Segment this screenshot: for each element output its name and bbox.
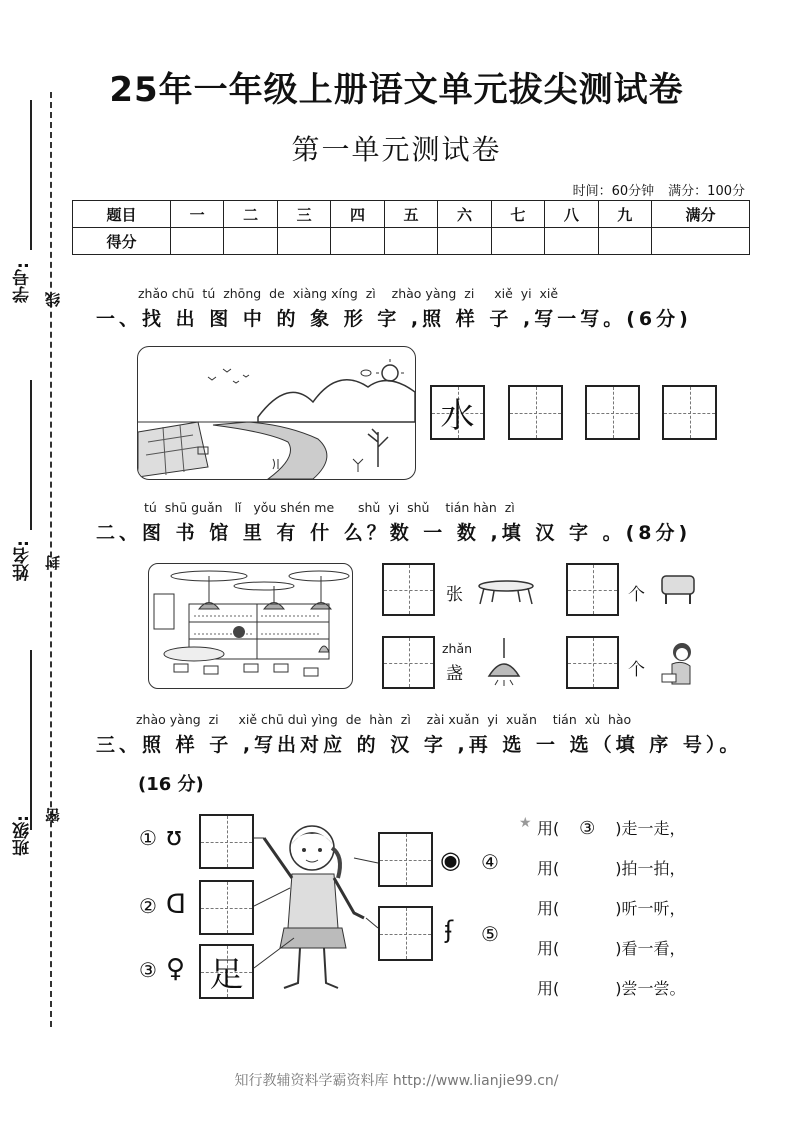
name-label: 姓名:: [13, 540, 33, 581]
q3-answer-box-1[interactable]: [199, 814, 254, 869]
q3-answer-box-2[interactable]: [199, 880, 254, 935]
q1-answer-box[interactable]: [508, 385, 563, 440]
girl-illustration: [254, 818, 382, 998]
student-id-line: [30, 100, 32, 250]
q2-answer-box-lamps[interactable]: [382, 636, 435, 689]
q3-option-2: [537, 856, 686, 879]
table-icon: [476, 578, 536, 606]
q3-option-pre: 用(: [537, 899, 560, 918]
hand-glyph-icon: ʄ: [445, 916, 454, 944]
student-id-label: 学号:: [13, 262, 33, 303]
q3-option-1: [537, 816, 686, 839]
score-header-cell: 九: [598, 201, 651, 228]
q3-option-3: [537, 896, 686, 919]
q3-example-answer: 足: [209, 955, 244, 995]
q1-prompt: 一、找 出 图 中 的 象 形 字 ,照 样 子 ,写一写。(6分): [96, 308, 692, 330]
score-input-cell[interactable]: [331, 228, 384, 255]
score-input-cell[interactable]: [652, 228, 750, 255]
q1-pinyin: zhǎo chū tú zhōng de xiàng xíng zì zhào yàng zi xiě yi xiě: [138, 286, 559, 301]
score-input-cell[interactable]: [545, 228, 598, 255]
q3-pinyin: zhào yàng zi xiě chū duì yìng de hàn zì zài xuǎn yi xuǎn tián xù hào: [136, 712, 632, 727]
binding-seal-char: 封: [44, 555, 62, 570]
q2-answer-box-tables[interactable]: [382, 563, 435, 616]
q1-answer-box[interactable]: [585, 385, 640, 440]
mouth-glyph-icon: ʊ: [166, 822, 183, 852]
eye-glyph-icon: ◉: [440, 846, 461, 874]
score-input-cell[interactable]: [491, 228, 544, 255]
score-table-header-row: [73, 201, 750, 228]
ear-glyph-icon: ᗡ: [166, 890, 186, 920]
q3-option-post: )看一看，: [615, 939, 686, 958]
score-header-cell: 满分: [652, 201, 750, 228]
name-line: [30, 380, 32, 530]
score-header-cell: 二: [224, 201, 277, 228]
q3-option-post: )拍一拍，: [615, 859, 686, 878]
q3-prompt: 三、照 样 子 ,写出对应 的 汉 字 ,再 选 一 选（填 序 号）。: [96, 734, 743, 756]
q3-points: (16 分): [138, 774, 204, 795]
score-row-label: 得分: [73, 228, 171, 255]
score-table-score-row: [73, 228, 750, 255]
score-table: [72, 200, 750, 255]
full-score: 满分：100分: [668, 184, 745, 199]
score-header-cell: 五: [384, 201, 437, 228]
q2-library-picture: [148, 563, 353, 689]
q3-option-post: )听一听，: [615, 899, 686, 918]
q1-answer-box[interactable]: [662, 385, 717, 440]
q3-answer-box-4[interactable]: [378, 832, 433, 887]
binding-line-char: 线: [44, 292, 62, 307]
q2-pinyin: tú shū guǎn lǐ yǒu shén me shǔ yi shǔ tián hàn zì: [144, 500, 515, 515]
q3-option-pre: 用(: [537, 979, 560, 998]
q1-example-box: [430, 385, 485, 440]
binding-secret-char: 密: [44, 808, 62, 823]
score-header-cell: 三: [277, 201, 330, 228]
q3-option-pre: 用(: [537, 859, 560, 878]
score-header-cell: 八: [545, 201, 598, 228]
time-limit: 时间：60分钟: [572, 184, 655, 199]
q3-item-5-number: ⑤: [481, 922, 499, 946]
q3-item-3-number: ③: [139, 958, 157, 982]
library-illustration: [149, 564, 352, 688]
score-input-cell[interactable]: [438, 228, 491, 255]
page-subtitle: 第一单元测试卷: [291, 133, 502, 166]
q1-landscape-picture: [137, 346, 416, 480]
q2-answer-box-stools[interactable]: [566, 563, 619, 616]
q3-option-post: )尝一尝。: [615, 979, 686, 998]
q2-unit-ge-1: 个: [628, 585, 645, 605]
q3-answer-box-3: [199, 944, 254, 999]
q3-option-pre: 用(: [537, 939, 560, 958]
score-header-cell: 题目: [73, 201, 171, 228]
child-reading-icon: [660, 640, 696, 688]
score-header-cell: 四: [331, 201, 384, 228]
score-header-cell: 七: [491, 201, 544, 228]
landscape-illustration: [138, 347, 415, 479]
q1-example-char: 水: [440, 396, 475, 436]
q3-option-answer: ③: [579, 818, 596, 839]
q2-unit-pinyin: zhǎn: [442, 641, 473, 656]
star-icon: ★: [519, 815, 532, 831]
class-label: 班级:: [13, 815, 33, 856]
q2-answer-box-children[interactable]: [566, 636, 619, 689]
stool-icon: [658, 572, 698, 606]
q2-unit-zhan: 盏: [446, 664, 463, 684]
q2-unit-zhang: 张: [446, 585, 463, 605]
exam-meta: [559, 180, 745, 199]
q3-option-5: [537, 976, 686, 999]
score-input-cell[interactable]: [598, 228, 651, 255]
q3-option-4: [537, 936, 686, 959]
page-title: 25年一年级上册语文单元拔尖测试卷: [109, 70, 684, 110]
score-header-cell: 一: [170, 201, 223, 228]
score-input-cell[interactable]: [384, 228, 437, 255]
q2-unit-ge-2: 个: [628, 660, 645, 680]
score-header-cell: 六: [438, 201, 491, 228]
q3-option-post: )走一走，: [615, 819, 686, 838]
q3-answer-box-5[interactable]: [378, 906, 433, 961]
score-input-cell[interactable]: [224, 228, 277, 255]
foot-glyph-icon: ♀: [166, 954, 186, 984]
q3-option-pre: 用(: [537, 819, 560, 838]
lamp-icon: [484, 638, 524, 688]
q3-item-4-number: ④: [481, 850, 499, 874]
score-input-cell[interactable]: [170, 228, 223, 255]
q2-prompt: 二、图 书 馆 里 有 什 么？数 一 数 ,填 汉 字 。(8分): [96, 522, 692, 544]
q3-item-2-number: ②: [139, 894, 157, 918]
class-line: [30, 650, 32, 830]
footer-watermark: 知行教辅资料学霸资料库 http://www.lianjie99.cn/: [234, 1073, 559, 1089]
score-input-cell[interactable]: [277, 228, 330, 255]
q3-item-1-number: ①: [139, 826, 157, 850]
